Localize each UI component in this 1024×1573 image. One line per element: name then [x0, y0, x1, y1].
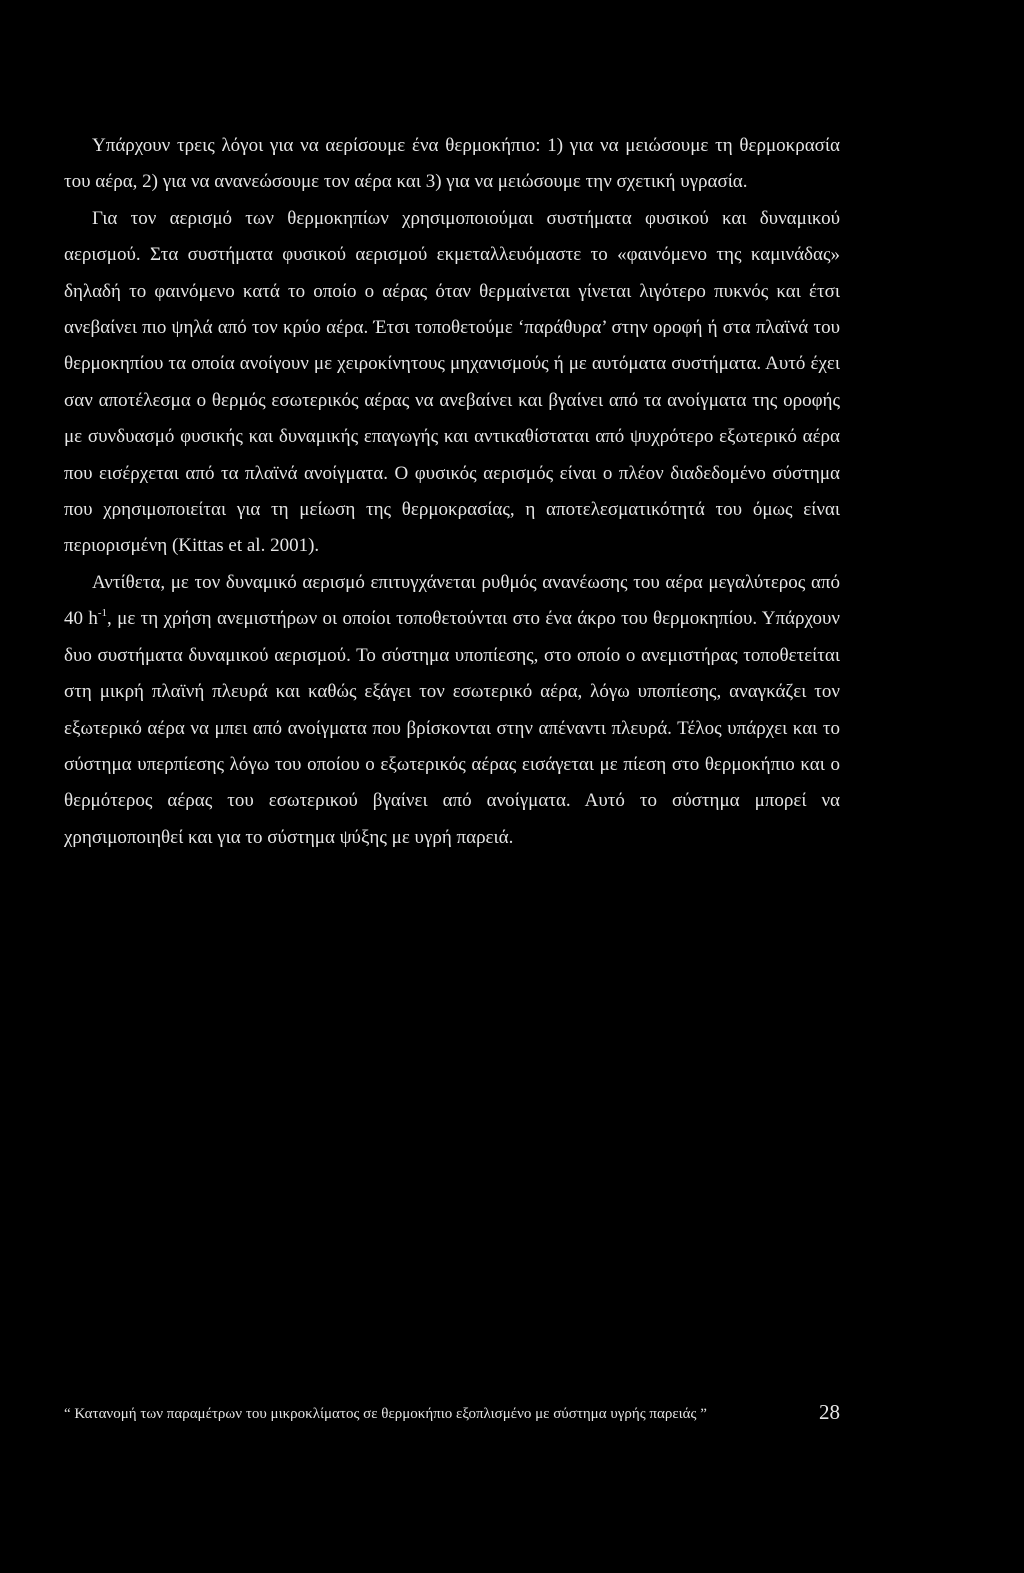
paragraph-dynamic-ventilation	[64, 565, 840, 856]
superscript-exponent: -1	[97, 607, 108, 620]
paragraph-text: Για τον αερισμό των θερμοκηπίων χρησιμοποιούμαι συστήματα φυσικού και δυναμικού αερισμού. Στα συστήματα φυσικού αερισμού εκμεταλλευόμαστε το «φαινόμενο της καμινάδας» δηλαδή το φαινόμενο κατά το οποίο ο αέρας όταν θερμαίνεται γίνεται λιγότερο πυκνός και έτσι ανεβαίνει πιο ψηλά από τον κρύο αέρα. Έτσι τοποθετούμε ‘παράθυρα’ στην οροφή ή στα πλαϊνά του θερμοκηπίου τα οποία ανοίγουν με χειροκίνητους μηχανισμούς ή με αυτόματα συστήματα. Αυτό έχει σαν αποτέλεσμα ο θερμός εσωτερικός αέρας να ανεβαίνει και βγαίνει από τα ανοίγματα της οροφής με συνδυασμό φυσικής και δυναμικής επαγωγής και αντικαθίσταται από ψυχρότερο εξωτερικό αέρα που εισέρχεται από τα πλαϊνά ανοίγματα. Ο φυσικός αερισμός είναι ο πλέον διαδεδομένο σύστημα που χρησιμοποιείται για τη μείωση της θερμοκρασίας, η αποτελεσματικότητά του όμως είναι περιορισμένη (Kittas et al. 2001).	[64, 207, 840, 557]
document-page	[64, 0, 840, 1573]
body-text	[64, 128, 840, 856]
footer-title: “ Κατανομή των παραμέτρων του μικροκλίματος σε θερμοκήπιο εξοπλισμένο με σύστημα υγρής παρειάς ”	[64, 1406, 707, 1422]
paragraph-text: Αντίθετα, με τον δυναμικό αερισμό επιτυγχάνεται ρυθμός ανανέωσης του αέρα μεγαλύτερος από 40 h	[64, 571, 840, 630]
page-number: 28	[819, 1400, 840, 1424]
paragraph-text-continued: , με τη χρήση ανεμιστήρων οι οποίοι τοποθετούνται στο ένα άκρο του θερμοκηπίου. Υπάρχουν δυο συστήματα δυναμικού αερισμού. Το σύστημα υποπίεσης, στο οποίο ο ανεμιστήρας τοποθετείται στη μικρή πλαϊνή πλευρά και καθώς εξάγει τον εσωτερικό αέρα, λόγω υποπίεσης, αναγκάζει τον εξωτερικό αέρα να μπει από ανοίγματα που βρίσκονται στην απέναντι πλευρά. Τέλος υπάρχει και το σύστημα υπερπίεσης λόγω του οποίου ο εξωτερικός αέρας εισάγεται με πίεση στο θερμοκήπιο και ο θερμότερος αέρας του εσωτερικού βγαίνει από ανοίγματα. Αυτό το σύστημα μπορεί να χρησιμοποιηθεί και για το σύστημα ψύξης με υγρή παρειά.	[64, 608, 841, 848]
paragraph-text: Υπάρχουν τρεις λόγοι για να αερίσουμε ένα θερμοκήπιο: 1) για να μειώσουμε τη θερμοκρασία του αέρα, 2) για να ανανεώσουμε τον αέρα και 3) για να μειώσουμε την σχετική υγρασία.	[64, 135, 840, 193]
paragraph-natural-ventilation	[64, 201, 840, 565]
page-footer	[64, 1394, 840, 1434]
paragraph-ventilation-reasons	[64, 128, 840, 201]
